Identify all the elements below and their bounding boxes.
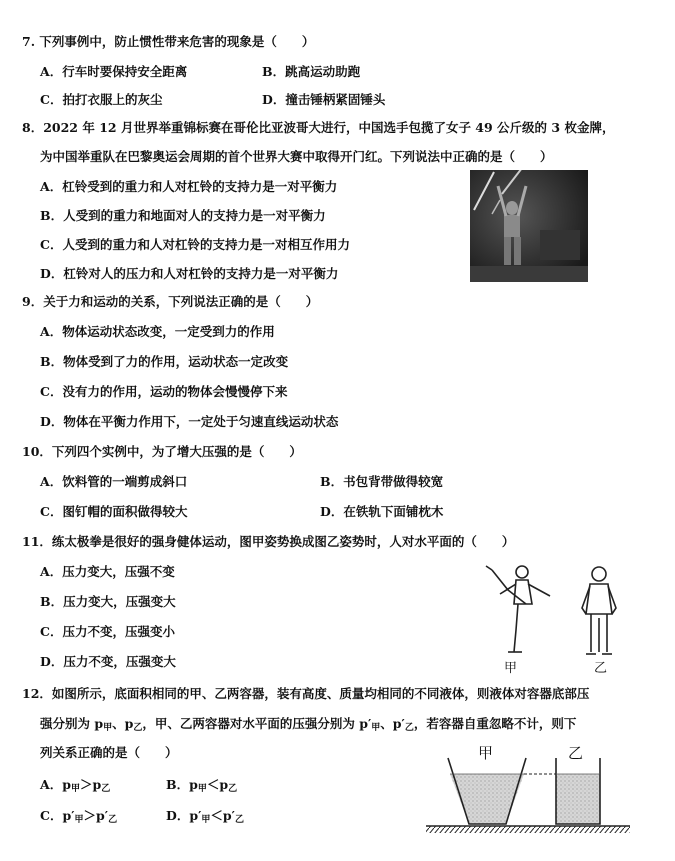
containers-diagram xyxy=(424,756,636,836)
q7-option-b: B．跳高运动助跑 xyxy=(262,64,361,79)
figure-label-yi: 乙 xyxy=(594,661,608,676)
q9-stem: 9．关于力和运动的关系，下列说法正确的是（ ） xyxy=(22,294,319,309)
q9-option-c: C．没有力的作用，运动的物体会慢慢停下来 xyxy=(40,384,288,399)
q9-option-d: D．物体在平衡力作用下，一定处于匀速直线运动状态 xyxy=(40,414,339,429)
q8-option-d: D．杠铃对人的压力和人对杠铃的支持力是一对平衡力 xyxy=(40,266,339,281)
q8-option-a: A．杠铃受到的重力和人对杠铃的支持力是一对平衡力 xyxy=(40,179,338,194)
q7-option-c: C．拍打衣服上的灰尘 xyxy=(40,92,163,107)
q10-option-a: A．饮料管的一端剪成斜口 xyxy=(40,474,188,489)
q12-option-b: B．$p_甲<p_乙$ xyxy=(166,777,238,794)
q7-option-d: D．撞击锤柄紧固锤头 xyxy=(262,92,386,107)
q11-option-b: B．压力变大，压强变大 xyxy=(40,594,176,609)
q12-option-a: A．$p_甲>p_乙$ xyxy=(40,777,111,794)
q12-stem-line3: 列关系正确的是（ ） xyxy=(40,745,178,760)
q11-option-a: A．压力变大，压强不变 xyxy=(40,564,175,579)
q8-stem-line2: 为中国举重队在巴黎奥运会周期的首个世界大赛中取得开门红。下列说法中正确的是（ ） xyxy=(40,149,553,164)
q12-stem-line1: 12．如图所示，底面积相同的甲、乙两容器，装有高度、质量均相同的不同液体，则液体对容器底部压 xyxy=(22,686,590,701)
q12-option-d: D．$p'_甲<p'_乙$ xyxy=(166,808,244,825)
q8-option-c: C．人受到的重力和人对杠铃的支持力是一对相互作用力 xyxy=(40,237,350,252)
q10-option-d: D．在铁轨下面铺枕木 xyxy=(320,504,444,519)
q7-stem: 7. 下列事例中，防止惯性带来危害的现象是（ ） xyxy=(22,34,315,49)
container-label-jia: 甲 xyxy=(478,744,494,762)
taichi-figure-yi xyxy=(576,564,622,660)
container-label-yi: 乙 xyxy=(568,744,584,762)
taichi-figure-jia xyxy=(478,560,558,660)
q7-option-a: A．行车时要保持安全距离 xyxy=(40,64,188,79)
q12-option-c: C．$p'_甲>p'_乙$ xyxy=(40,808,118,825)
q11-option-d: D．压力不变，压强变大 xyxy=(40,654,176,669)
q8-option-b: B．人受到的重力和地面对人的支持力是一对平衡力 xyxy=(40,208,326,223)
q9-option-b: B．物体受到了力的作用，运动状态一定改变 xyxy=(40,354,289,369)
weightlifting-photo xyxy=(470,170,588,282)
q10-option-b: B．书包背带做得较宽 xyxy=(320,474,444,489)
q9-option-a: A．物体运动状态改变，一定受到力的作用 xyxy=(40,324,275,339)
q12-stem-line2: 强分别为 $p_甲$、$p_乙$，甲、乙两容器对水平面的压强分别为 $p'_甲$、$p'_乙$，若容器自重忽略不计，则下 xyxy=(40,716,577,733)
q8-stem-line1: 8．2022 年 12 月世界举重锦标赛在哥伦比亚波哥大进行，中国选手包揽了女子 49 公斤级的 3 枚金牌， xyxy=(22,120,615,135)
q11-option-c: C．压力不变，压强变小 xyxy=(40,624,175,639)
q10-option-c: C．图钉帽的面积做得较大 xyxy=(40,504,188,519)
figure-label-jia: 甲 xyxy=(504,661,518,676)
q10-stem: 10．下列四个实例中，为了增大压强的是（ ） xyxy=(22,444,302,459)
q11-stem: 11．练太极拳是很好的强身健体运动，图甲姿势换成图乙姿势时，人对水平面的（ ） xyxy=(22,534,515,549)
